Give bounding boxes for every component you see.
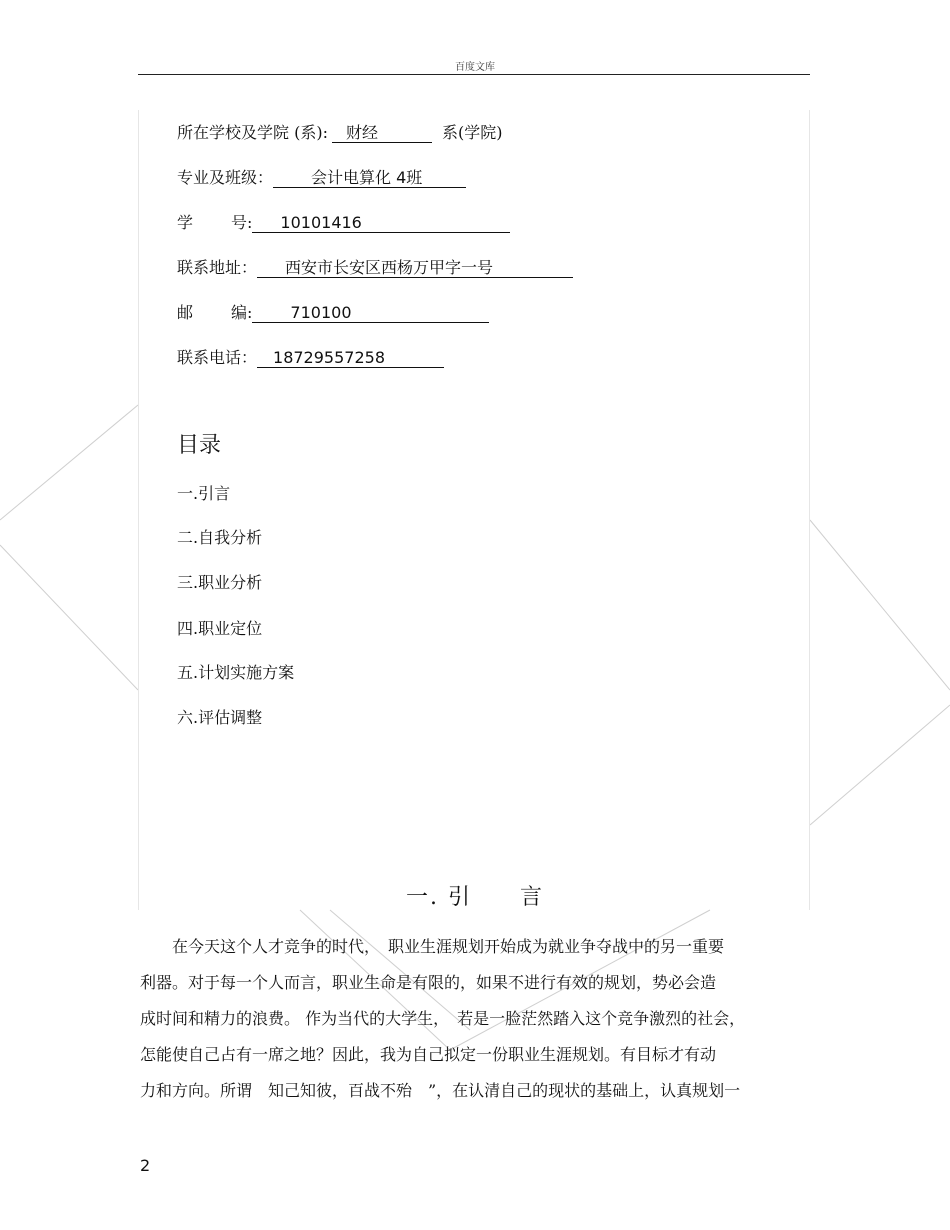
toc-item: 三.职业分析 [177,573,263,592]
postcode-label-b: 编: [231,303,253,322]
school-value: 财经 [332,124,432,143]
school-label: 所在学校及学院 (系): [177,123,328,142]
school-suffix: 系(学院) [441,123,503,142]
major-row [177,165,466,188]
phone-label: 联系电话： [177,348,258,367]
page-number: 2 [140,1156,151,1175]
body-line: 成时间和精力的浪费。 作为当代的大学生， 若是一脸茫然踏入这个竞争激烈的社会， [140,1009,746,1028]
toc-item: 五.计划实施方案 [177,663,295,682]
toc-item: 四.职业定位 [177,619,263,638]
toc-item: 六.评估调整 [177,708,263,727]
phone-row [177,345,444,368]
toc-item: 二.自我分析 [177,528,263,547]
postcode-row [177,300,489,323]
major-label: 专业及班级： [177,168,274,187]
body-line: 在今天这个人才竞争的时代， 职业生涯规划开始成为就业争夺战中的另一重要 [140,937,725,956]
toc-title: 目录 [177,433,222,458]
content-box-right-border [809,110,810,910]
header-title: 百度文库 [455,62,495,73]
student-id-value: 10101416 [252,214,510,233]
toc-item: 一.引言 [177,484,231,503]
student-id-label-b: 号: [231,213,253,232]
section-heading: 一. 引 言 [406,885,544,910]
postcode-value: 710100 [252,304,489,323]
body-line: 力和方向。所谓 知己知彼，百战不殆 ”，在认清自己的现状的基础上，认真规划一 [140,1081,741,1100]
major-value: 会计电算化 4班 [273,169,466,188]
address-row [177,255,573,278]
postcode-label-a: 邮 [177,303,194,322]
address-value: 西安市长安区西杨万甲字一号 [257,259,573,278]
student-id-label-a: 学 [177,213,194,232]
address-label: 联系地址： [177,258,258,277]
student-id-row [177,210,510,233]
body-line: 利器。对于每一个人而言，职业生命是有限的，如果不进行有效的规划，势必会造 [140,973,717,992]
school-row [177,120,502,143]
phone-value: 18729557258 [257,349,444,368]
header-rule [138,74,810,75]
content-box-left-border [138,110,139,910]
body-line: 怎能使自己占有一席之地？因此，我为自己拟定一份职业生涯规划。有目标才有动 [140,1045,717,1064]
